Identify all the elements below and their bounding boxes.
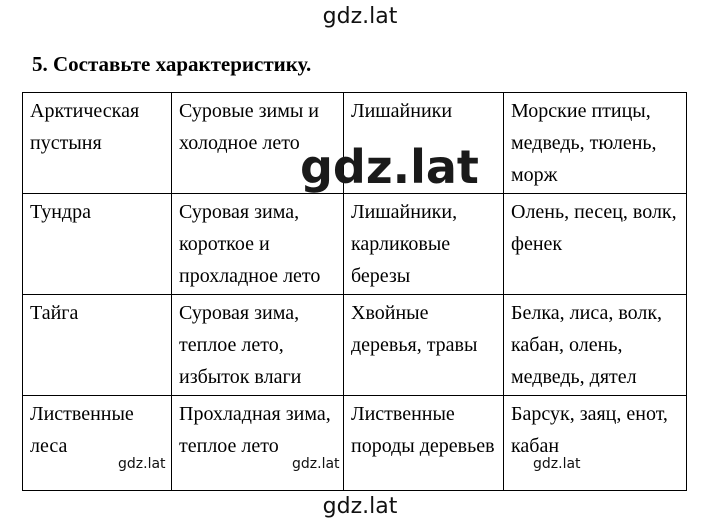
cell-zone: Лиственные леса [23,396,172,491]
cell-climate: Суровая зима, короткое и прохладное лето [172,194,344,295]
cell-climate: Суровые зимы и холодное лето [172,93,344,194]
cell-plants: Хвойные деревья, травы [344,295,504,396]
watermark-top: gdz.lat [322,4,398,29]
cell-plants: Лишайники, карликовые березы [344,194,504,295]
watermark-center: gdz.lat [300,140,479,194]
task-heading: 5. Составьте характеристику. [32,52,312,76]
cell-zone: Тайга [23,295,172,396]
cell-animals: Белка, лиса, волк, кабан, олень, медведь, дятел [504,295,687,396]
cell-plants: Лишайники [344,93,504,194]
cell-climate: Прохладная зима, теплое лето [172,396,344,491]
cell-climate: Суровая зима, теплое лето, избыток влаги [172,295,344,396]
watermark-small: gdz.lat [533,456,581,472]
cell-zone: Тундра [23,194,172,295]
cell-animals: Морские птицы, медведь, тюлень, морж [504,93,687,194]
cell-zone: Арктическая пустыня [23,93,172,194]
cell-plants: Лиственные породы деревьев [344,396,504,491]
watermark-small: gdz.lat [118,456,166,472]
watermark-bottom: gdz.lat [322,494,398,519]
cell-animals: Олень, песец, волк, фенек [504,194,687,295]
table-row [23,396,687,491]
table-row [23,295,687,396]
cell-animals: Барсук, заяц, енот, кабан [504,396,687,491]
watermark-small: gdz.lat [292,456,340,472]
table-row [23,194,687,295]
